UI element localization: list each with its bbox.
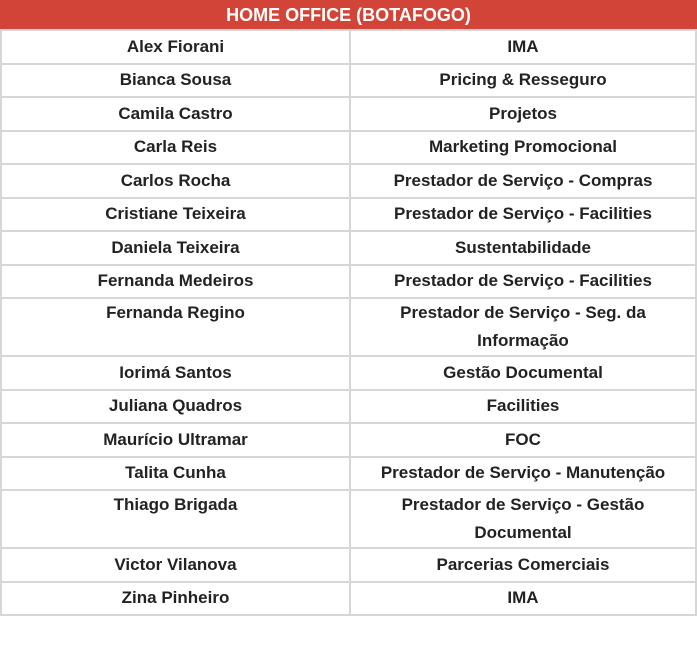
- table-row: [1, 490, 696, 548]
- table-row: [1, 198, 696, 232]
- department: Projetos: [350, 97, 696, 131]
- employee-name: Victor Vilanova: [1, 548, 350, 582]
- employee-name: Carlos Rocha: [1, 164, 350, 198]
- table-row: [1, 97, 696, 131]
- employee-name: Thiago Brigada: [1, 490, 350, 548]
- department: Prestador de Serviço - Facilities: [350, 198, 696, 232]
- table-row: [1, 457, 696, 491]
- employee-name: Talita Cunha: [1, 457, 350, 491]
- department: Gestão Documental: [350, 356, 696, 390]
- employee-name: Zina Pinheiro: [1, 582, 350, 616]
- employee-name: Cristiane Teixeira: [1, 198, 350, 232]
- employee-name: Juliana Quadros: [1, 390, 350, 424]
- employee-name: Maurício Ultramar: [1, 423, 350, 457]
- table-row: [1, 390, 696, 424]
- employee-name: Alex Fiorani: [1, 30, 350, 64]
- table-row: [1, 131, 696, 165]
- employee-name: Bianca Sousa: [1, 64, 350, 98]
- table-row: [1, 164, 696, 198]
- staff-table: [0, 29, 697, 616]
- department: Facilities: [350, 390, 696, 424]
- department: Parcerias Comerciais: [350, 548, 696, 582]
- table-row: [1, 30, 696, 64]
- department: FOC: [350, 423, 696, 457]
- employee-name: Daniela Teixeira: [1, 231, 350, 265]
- department: Sustentabilidade: [350, 231, 696, 265]
- table-row: [1, 231, 696, 265]
- table-row: [1, 423, 696, 457]
- table-title: HOME OFFICE (BOTAFOGO): [0, 0, 697, 29]
- table-row: [1, 298, 696, 356]
- employee-name: Carla Reis: [1, 131, 350, 165]
- employee-name: Fernanda Medeiros: [1, 265, 350, 299]
- department: Prestador de Serviço - Manutenção: [350, 457, 696, 491]
- employee-name: Fernanda Regino: [1, 298, 350, 356]
- employee-name: Iorimá Santos: [1, 356, 350, 390]
- department: Prestador de Serviço - Gestão Documental: [350, 490, 696, 548]
- department: Pricing & Resseguro: [350, 64, 696, 98]
- table-row: [1, 582, 696, 616]
- department: Prestador de Serviço - Seg. da Informação: [350, 298, 696, 356]
- table-row: [1, 356, 696, 390]
- table-row: [1, 265, 696, 299]
- employee-name: Camila Castro: [1, 97, 350, 131]
- department: Prestador de Serviço - Facilities: [350, 265, 696, 299]
- department: Prestador de Serviço - Compras: [350, 164, 696, 198]
- department: IMA: [350, 582, 696, 616]
- department: Marketing Promocional: [350, 131, 696, 165]
- department: IMA: [350, 30, 696, 64]
- table-row: [1, 548, 696, 582]
- table-row: [1, 64, 696, 98]
